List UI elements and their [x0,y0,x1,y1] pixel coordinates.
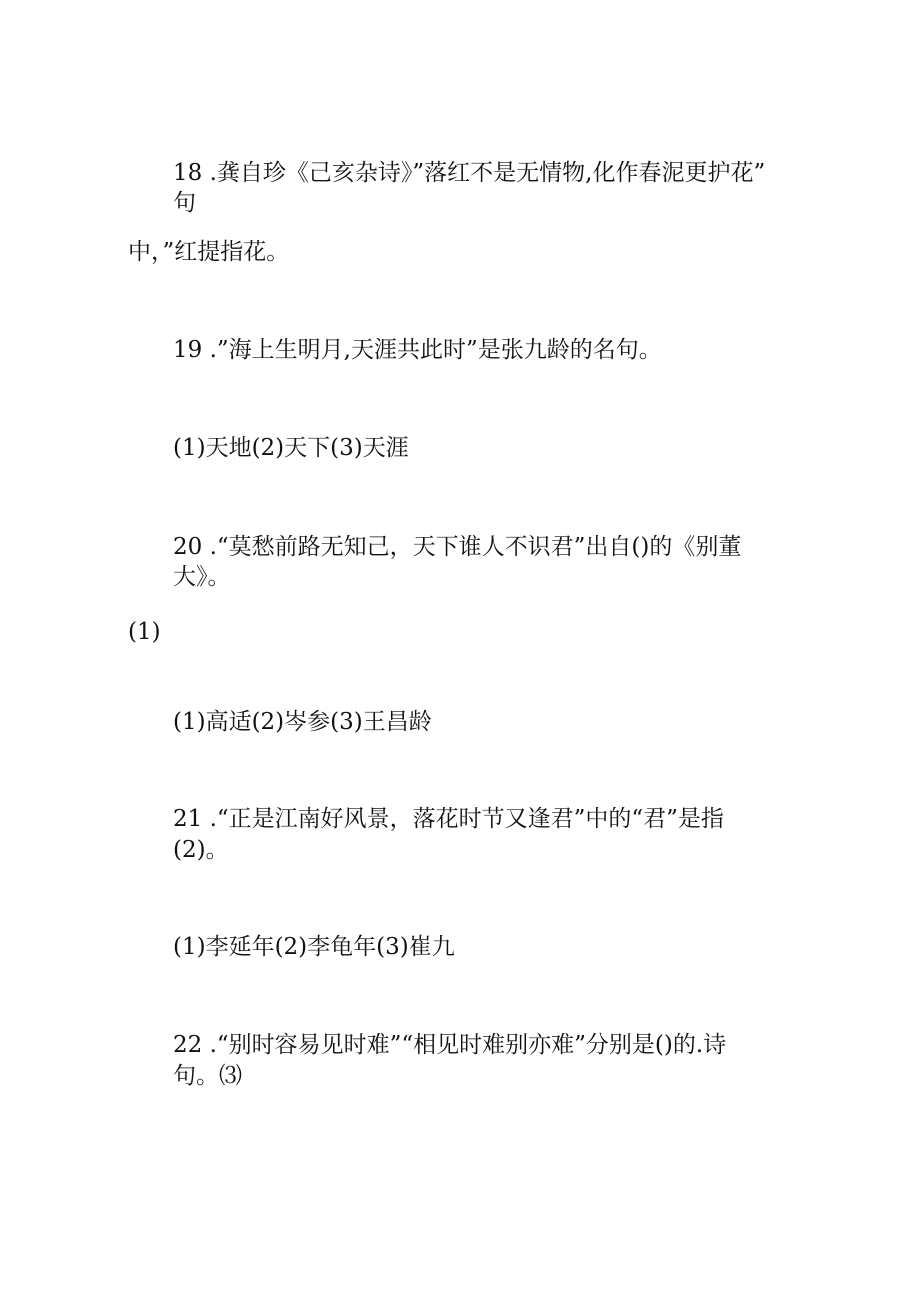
question-21-options: (1)李延年(2)李龟年(3)崔九 [173,934,455,960]
question-19: 19 .”海上生明月,天涯共此时”是张九龄的名句。 [173,337,662,363]
question-21-line-2: (2)。 [173,837,229,863]
question-20-line-2: 大》。 [173,564,231,590]
question-20-line-1: 20 .“莫愁前路无知己，天下谁人不识君”出自()的《别董 [173,534,742,560]
question-20-options: (1)高适(2)岑参(3)王昌龄 [173,709,432,735]
question-18-line-1: 18 .龚自珍《己亥杂诗》”落红不是无情物,化作春泥更护花” [173,160,766,186]
question-22-line-1: 22 .“别时容易见时难”“相见时难别亦难”分别是()的.诗 [173,1032,727,1058]
question-22-line-2: 句。⑶ [173,1063,242,1089]
question-19-options: (1)天地(2)天下(3)天涯 [173,435,409,461]
question-20-answer: (1) [128,619,161,645]
question-21-line-1: 21 .“正是江南好风景，落花时节又逢君”中的“君”是指 [173,806,724,832]
question-18-line-2: 句 [173,190,196,216]
question-18-line-3: 中，”红提指花。 [128,239,290,265]
